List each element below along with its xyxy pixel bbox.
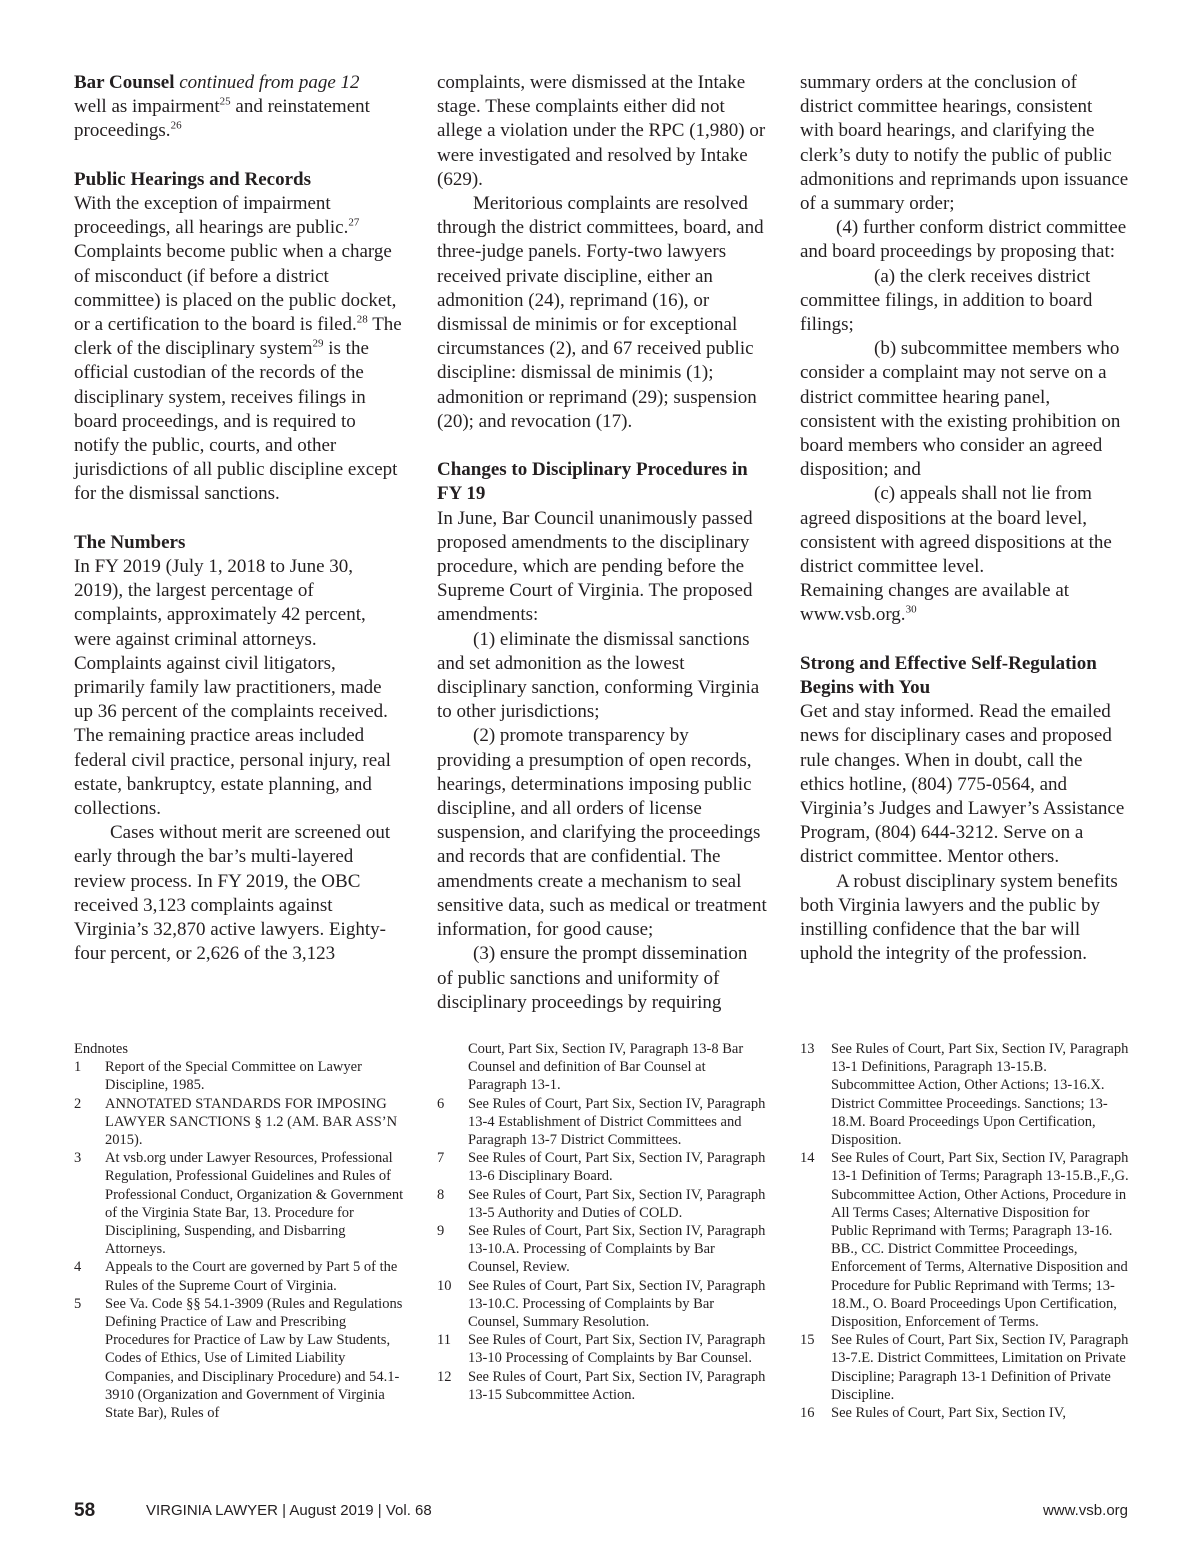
- endnote: 8 See Rules of Court, Part Six, Section IV, Paragraph 13-5 Authority and Duties of COLD.: [437, 1186, 766, 1221]
- endnote: 13 See Rules of Court, Part Six, Section IV, Paragraph 13-1 Definitions, Paragraph 13-15.B. Subcommittee Action, Other Actions; 13-16.X. District Committee Proceedings. Sanctions; 13-18.M. Board Proceedings Upon Certification, Disposition.: [800, 1041, 1129, 1149]
- paragraph-intake: complaints, were dismissed at the Intake stage. These complaints either did not allege a violation under the RPC (1,980) or were investigated and resolved by Intake (629).: [437, 72, 766, 190]
- running-head: Bar Counsel continued from page 12: [74, 72, 360, 93]
- paragraph-remaining: Remaining changes are available at www.vsb.org.$^{30}$: [800, 580, 1070, 626]
- endnote: 16 See Rules of Court, Part Six, Section IV,: [800, 1405, 1066, 1422]
- page-number: 58: [74, 1500, 96, 1521]
- endnote: 6 See Rules of Court, Part Six, Section IV, Paragraph 13-4 Establishment of District Committees and Paragraph 13-7 District Committees.: [437, 1095, 766, 1149]
- amendment-4c: (c) appeals shall not lie from agreed dispositions at the board level, consistent with agreed dispositions at the district committee level.: [800, 483, 1112, 578]
- paragraph-robust: A robust disciplinary system benefits both Virginia lawyers and the public by instilling confidence that the bar will uphold the integrity of the profession.: [800, 870, 1118, 965]
- endnote: 12 See Rules of Court, Part Six, Section IV, Paragraph 13-15 Subcommittee Action.: [437, 1368, 766, 1403]
- amendment-1: (1) eliminate the dismissal sanctions and set admonition as the lowest disciplinary sanction, conforming Virginia to other jurisdictions;: [437, 628, 760, 723]
- endnote: 2 ANNOTATED STANDARDS FOR IMPOSING LAWYER SANCTIONS § 1.2 (AM. BAR ASS’N 2015).: [74, 1095, 398, 1149]
- column-3: [800, 71, 1130, 967]
- amendment-2: (2) promote transparency by providing a presumption of open records, hearings, determinations imposing public discipline, and all orders of license suspension, and clarifying the proceedings and records that are confidential. The amendments create a mechanism to seal sensitive data, such as medical or treatment information, for good cause;: [437, 725, 767, 941]
- paragraph-june: In June, Bar Council unanimously passed proposed amendments to the disciplinary procedure, which are pending before the Supreme Court of Virginia. The proposed amendments:: [437, 507, 753, 626]
- endnote: 9 See Rules of Court, Part Six, Section IV, Paragraph 13-10.A. Processing of Complaints by Bar Counsel, Review.: [437, 1223, 766, 1276]
- paragraph-get-informed: Get and stay informed. Read the emailed news for disciplinary cases and proposed rule changes. When in doubt, call the ethics hotline, (804) 775-0564, and Virginia’s Judges and Lawyer’s Assistance Program, (804) 644-3212. Serve on a district committee. Mentor others.: [800, 701, 1125, 868]
- column-1: [74, 71, 404, 966]
- endnote: 11 See Rules of Court, Part Six, Section IV, Paragraph 13-10 Processing of Complaints by Bar Counsel.: [437, 1332, 766, 1367]
- column-2: [437, 71, 767, 1015]
- paragraph-intro: well as impairment$^{25}$ and reinstatement proceedings.$^{26}$: [74, 95, 370, 142]
- paragraph-numbers: In FY 2019 (July 1, 2018 to June 30, 2019), the largest percentage of complaints, approximately 42 percent, were against criminal attorneys. Complaints against civil litigators, primarily family law practitioners, made up 36 percent of the complaints received. The remaining practice areas included federal civil practice, personal injury, real estate, bankruptcy, estate planning, and collections.: [74, 556, 391, 820]
- paragraph-cases: Cases without merit are screened out early through the bar’s multi-layered review process. In FY 2019, the OBC received 3,123 complaints against Virginia’s 32,870 active lawyers. Eighty-four percent, or 2,626 of the 3,123: [74, 822, 391, 965]
- endnotes-column-2: [437, 1040, 767, 1404]
- endnotes-column-1: [74, 1040, 404, 1422]
- website-link[interactable]: www.vsb.org: [1042, 1502, 1128, 1519]
- endnote: 14 See Rules of Court, Part Six, Section IV, Paragraph 13-1 Definition of Terms; Paragraph 13-15.B.,F.,G. Subcommittee Action, Other Actions, Procedure in All Terms Cases; Alternative Disposition for Public Reprimand with Terms; Paragraph 13-16. BB., CC. District Committee Proceedings, Enforcement of Terms, Alternative Disposition and Procedure for Public Reprimand with Terms; 13-18.M., O. Board Proceedings Upon Certification, Disposition, Enforcement of Terms.: [800, 1150, 1129, 1331]
- amendment-3: (3) ensure the prompt dissemination of public sanctions and uniformity of disciplinary proceedings by requiring: [437, 943, 748, 1013]
- amendment-4b: (b) subcommittee members who consider a complaint may not serve on a district committee hearing panel, consistent with the existing prohibition on board members who consider an agreed disposition; and: [800, 338, 1121, 481]
- publication-info: VIRGINIA LAWYER | August 2019 | Vol. 68: [146, 1502, 432, 1519]
- endnote: 10 See Rules of Court, Part Six, Section IV, Paragraph 13-10.C. Processing of Complaints by Bar Counsel, Summary Resolution.: [437, 1277, 766, 1331]
- heading-changes: Changes to Disciplinary Procedures in FY 19: [437, 459, 748, 505]
- endnote: 15 See Rules of Court, Part Six, Section IV, Paragraph 13-7.E. District Committees, Limitation on Private Discipline; Paragraph 13-1 Definition of Private Discipline.: [800, 1332, 1129, 1403]
- heading-the-numbers: The Numbers: [74, 531, 186, 553]
- endnote-continued: Court, Part Six, Section IV, Paragraph 13-8 Bar Counsel and definition of Bar Counsel at Paragraph 13-1.: [468, 1041, 744, 1094]
- amendment-4: (4) further conform district committee and board proceedings by proposing that:: [800, 217, 1127, 263]
- endnote: 7 See Rules of Court, Part Six, Section IV, Paragraph 13-6 Disciplinary Board.: [437, 1150, 766, 1185]
- paragraph-meritorious: Meritorious complaints are resolved through the district committees, board, and three-judge panels. Forty-two lawyers received private discipline, either an admonition (24), reprimand (16), or dismissal de minimis or for exceptional circumstances (2), and 67 received public discipline: dismissal de minimis (1); admonition or reprimand (29); suspension (20); and revocation (17).: [437, 193, 764, 432]
- endnote: 3 At vsb.org under Lawyer Resources, Professional Regulation, Professional Guidelines and Rules of Professional Conduct, Organization & Government of the Virginia State Bar, 13. Procedure for Disciplining, Suspending, and Disbarring Attorneys.: [74, 1150, 404, 1258]
- endnotes-column-3: [800, 1040, 1130, 1422]
- paragraph-summary-orders: summary orders at the conclusion of district committee hearings, consistent with board hearings, and clarifying the clerk’s duty to notify the public of public admonitions and reprimands upon issuance of a summary order;: [800, 72, 1129, 215]
- endnote: 1 Report of the Special Committee on Lawyer Discipline, 1985.: [74, 1059, 362, 1094]
- heading-public-hearings: Public Hearings and Records: [74, 168, 311, 190]
- paragraph-public-hearings: With the exception of impairment proceedings, all hearings are public.$^{27}$ Complaints become public when a charge of misconduct (if before a district committee) is placed on the public docket, or a certification to the board is filed.$^{28}$ The clerk of the disciplinary system$^{29}$ is the official custodian of the records of the disciplinary system, receives filings in board proceedings, and is required to notify the public, courts, and other jurisdictions of all public discipline except for the dismissal sanctions.: [74, 193, 402, 505]
- endnote: 5 See Va. Code §§ 54.1-3909 (Rules and Regulations Defining Practice of Law and Prescribing Procedures for Practice of Law by Law Students, Codes of Ethics, Use of Limited Liability Companies, and Disciplinary Procedure) and 54.1-3910 (Organization and Government of Virginia State Bar), Rules of: [74, 1295, 403, 1422]
- heading-self-regulation: Strong and Effective Self-Regulation Begins with You: [800, 652, 1097, 699]
- page-footer: [74, 1500, 1128, 1530]
- amendment-4a: (a) the clerk receives district committee filings, in addition to board filings;: [800, 265, 1093, 336]
- endnotes-heading: Endnotes: [74, 1041, 128, 1057]
- endnote: 4 Appeals to the Court are governed by Part 5 of the Rules of the Supreme Court of Virginia.: [74, 1259, 398, 1294]
